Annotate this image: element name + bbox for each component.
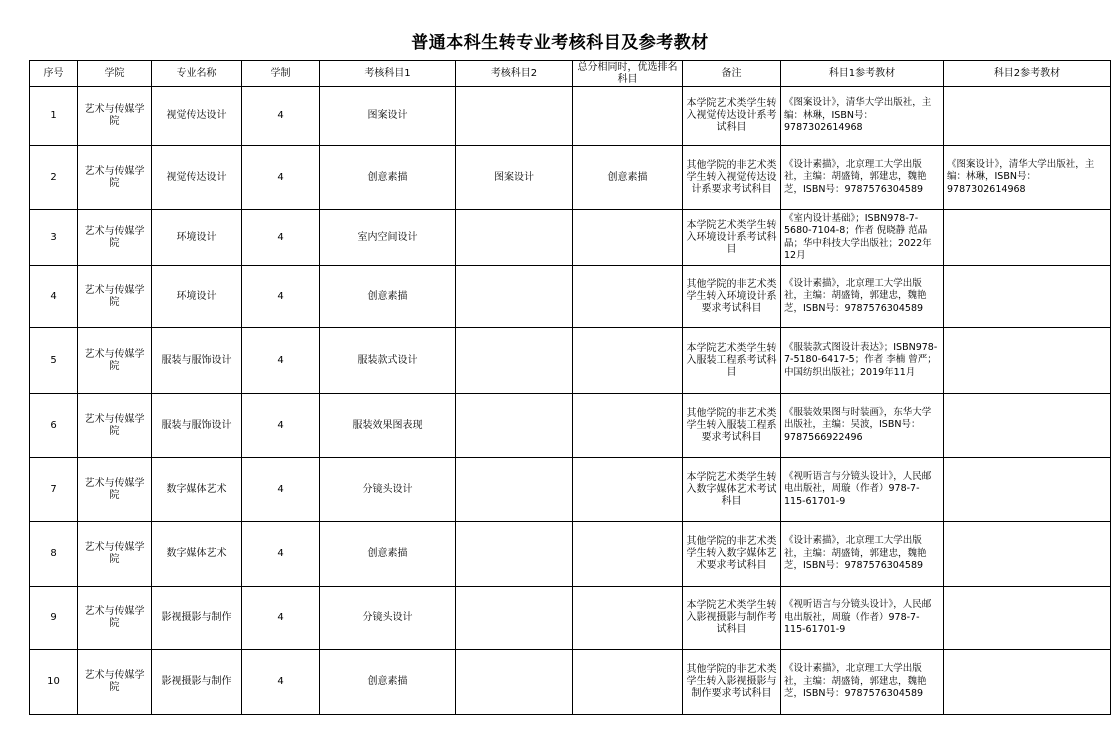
cell-subject1: 室内空间设计 [320, 210, 456, 266]
cell-ref2 [944, 87, 1111, 146]
table-row [30, 458, 1111, 522]
cell-years: 4 [242, 146, 320, 210]
cell-college: 艺术与传媒学院 [78, 146, 152, 210]
cell-ref1: 《服装效果图与时装画》，东华大学出版社，主编：吴波，ISBN号：9787566922496 [781, 394, 944, 458]
cell-college: 艺术与传媒学院 [78, 394, 152, 458]
cell-major: 服装与服饰设计 [152, 328, 242, 394]
cell-ref2 [944, 328, 1111, 394]
cell-college: 艺术与传媒学院 [78, 87, 152, 146]
cell-years: 4 [242, 650, 320, 715]
cell-subject2 [456, 87, 573, 146]
cell-major: 视觉传达设计 [152, 87, 242, 146]
cell-subject2 [456, 458, 573, 522]
cell-ref1: 《设计素描》，北京理工大学出版社，主编：胡盛锜，郭建忠，魏艳芝，ISBN号：9787576304589 [781, 522, 944, 587]
cell-note: 本学院艺术类学生转入环境设计系考试科目 [683, 210, 781, 266]
cell-subject1: 创意素描 [320, 522, 456, 587]
cell-college: 艺术与传媒学院 [78, 266, 152, 328]
table-row [30, 394, 1111, 458]
cell-ref1: 《视听语言与分镜头设计》，人民邮电出版社，周璇（作者）978-7-115-61701-9 [781, 587, 944, 650]
header-cell-years: 学制 [242, 61, 320, 87]
cell-subject1: 创意素描 [320, 266, 456, 328]
cell-ref1: 《服装款式图设计表达》；ISBN978-7-5180-6417-5；作者 李楠 曾严；中国纺织出版社；2019年11月 [781, 328, 944, 394]
exam-subjects-table [29, 60, 1111, 715]
cell-ref1: 《设计素描》，北京理工大学出版社，主编：胡盛锜，郭建忠，魏艳芝，ISBN号：9787576304589 [781, 650, 944, 715]
cell-ref1: 《设计素描》，北京理工大学出版社，主编：胡盛锜，郭建忠，魏艳芝，ISBN号：9787576304589 [781, 266, 944, 328]
cell-no: 7 [30, 458, 78, 522]
cell-note: 其他学院的非艺术类学生转入环境设计系要求考试科目 [683, 266, 781, 328]
cell-tiebreak [573, 328, 683, 394]
cell-college: 艺术与传媒学院 [78, 587, 152, 650]
table-row [30, 210, 1111, 266]
cell-ref1: 《设计素描》，北京理工大学出版社，主编：胡盛锜，郭建忠，魏艳芝，ISBN号：9787576304589 [781, 146, 944, 210]
cell-years: 4 [242, 394, 320, 458]
header-cell-note: 备注 [683, 61, 781, 87]
cell-tiebreak [573, 210, 683, 266]
table-row [30, 587, 1111, 650]
cell-ref2 [944, 394, 1111, 458]
cell-no: 9 [30, 587, 78, 650]
header-cell-major: 专业名称 [152, 61, 242, 87]
cell-no: 2 [30, 146, 78, 210]
cell-subject1: 分镜头设计 [320, 587, 456, 650]
cell-subject2 [456, 210, 573, 266]
cell-major: 视觉传达设计 [152, 146, 242, 210]
cell-note: 本学院艺术类学生转入数字媒体艺术考试科目 [683, 458, 781, 522]
table-row [30, 266, 1111, 328]
cell-ref2 [944, 210, 1111, 266]
cell-ref1: 《视听语言与分镜头设计》，人民邮电出版社，周璇（作者）978-7-115-61701-9 [781, 458, 944, 522]
cell-no: 10 [30, 650, 78, 715]
cell-subject1: 创意素描 [320, 146, 456, 210]
cell-subject2 [456, 328, 573, 394]
table-row [30, 146, 1111, 210]
cell-tiebreak [573, 587, 683, 650]
cell-major: 影视摄影与制作 [152, 650, 242, 715]
cell-major: 数字媒体艺术 [152, 458, 242, 522]
cell-ref2 [944, 522, 1111, 587]
page-title: 普通本科生转专业考核科目及参考教材 [411, 33, 709, 53]
cell-no: 8 [30, 522, 78, 587]
cell-years: 4 [242, 587, 320, 650]
cell-note: 其他学院的非艺术类学生转入数字媒体艺术要求考试科目 [683, 522, 781, 587]
cell-years: 4 [242, 87, 320, 146]
cell-no: 3 [30, 210, 78, 266]
cell-major: 影视摄影与制作 [152, 587, 242, 650]
cell-college: 艺术与传媒学院 [78, 458, 152, 522]
cell-years: 4 [242, 458, 320, 522]
cell-years: 4 [242, 522, 320, 587]
cell-tiebreak [573, 394, 683, 458]
cell-college: 艺术与传媒学院 [78, 650, 152, 715]
cell-note: 本学院艺术类学生转入视觉传达设计系考试科目 [683, 87, 781, 146]
cell-college: 艺术与传媒学院 [78, 328, 152, 394]
cell-ref2 [944, 266, 1111, 328]
cell-note: 本学院艺术类学生转入影视摄影与制作考试科目 [683, 587, 781, 650]
cell-ref2 [944, 458, 1111, 522]
cell-tiebreak [573, 522, 683, 587]
cell-subject1: 图案设计 [320, 87, 456, 146]
cell-tiebreak [573, 266, 683, 328]
cell-no: 5 [30, 328, 78, 394]
cell-no: 4 [30, 266, 78, 328]
cell-years: 4 [242, 328, 320, 394]
cell-subject1: 服装效果图表现 [320, 394, 456, 458]
cell-ref1: 《室内设计基础》；ISBN978-7-5680-7104-8；作者 倪晓静 范晶晶；华中科技大学出版社；2022年12月 [781, 210, 944, 266]
cell-years: 4 [242, 210, 320, 266]
cell-major: 服装与服饰设计 [152, 394, 242, 458]
cell-subject1: 服装款式设计 [320, 328, 456, 394]
cell-college: 艺术与传媒学院 [78, 210, 152, 266]
cell-subject1: 创意素描 [320, 650, 456, 715]
table-row [30, 328, 1111, 394]
cell-years: 4 [242, 266, 320, 328]
cell-ref2 [944, 587, 1111, 650]
table-row [30, 522, 1111, 587]
cell-subject2 [456, 266, 573, 328]
header-cell-subject1: 考核科目1 [320, 61, 456, 87]
cell-note: 其他学院的非艺术类学生转入视觉传达设计系要求考试科目 [683, 146, 781, 210]
cell-subject2 [456, 650, 573, 715]
cell-note: 其他学院的非艺术类学生转入服装工程系要求考试科目 [683, 394, 781, 458]
cell-ref1: 《图案设计》，清华大学出版社，主编：林琳，ISBN号：9787302614968 [781, 87, 944, 146]
cell-subject2: 图案设计 [456, 146, 573, 210]
cell-ref2: 《图案设计》，清华大学出版社，主编：林琳，ISBN号：9787302614968 [944, 146, 1111, 210]
table-row [30, 650, 1111, 715]
cell-note: 其他学院的非艺术类学生转入影视摄影与制作要求考试科目 [683, 650, 781, 715]
cell-no: 6 [30, 394, 78, 458]
header-cell-no: 序号 [30, 61, 78, 87]
cell-subject1: 分镜头设计 [320, 458, 456, 522]
cell-subject2 [456, 522, 573, 587]
cell-major: 环境设计 [152, 210, 242, 266]
cell-college: 艺术与传媒学院 [78, 522, 152, 587]
cell-tiebreak [573, 87, 683, 146]
header-cell-college: 学院 [78, 61, 152, 87]
cell-tiebreak: 创意素描 [573, 146, 683, 210]
cell-note: 本学院艺术类学生转入服装工程系考试科目 [683, 328, 781, 394]
table-row [30, 87, 1111, 146]
cell-subject2 [456, 587, 573, 650]
cell-no: 1 [30, 87, 78, 146]
cell-major: 数字媒体艺术 [152, 522, 242, 587]
cell-tiebreak [573, 650, 683, 715]
header-cell-ref2: 科目2参考教材 [944, 61, 1111, 87]
cell-subject2 [456, 394, 573, 458]
header-cell-tiebreak: 总分相同时，优选排名科目 [573, 61, 683, 87]
header-cell-subject2: 考核科目2 [456, 61, 573, 87]
cell-tiebreak [573, 458, 683, 522]
header-cell-ref1: 科目1参考教材 [781, 61, 944, 87]
header-row [30, 61, 1111, 87]
cell-ref2 [944, 650, 1111, 715]
cell-major: 环境设计 [152, 266, 242, 328]
